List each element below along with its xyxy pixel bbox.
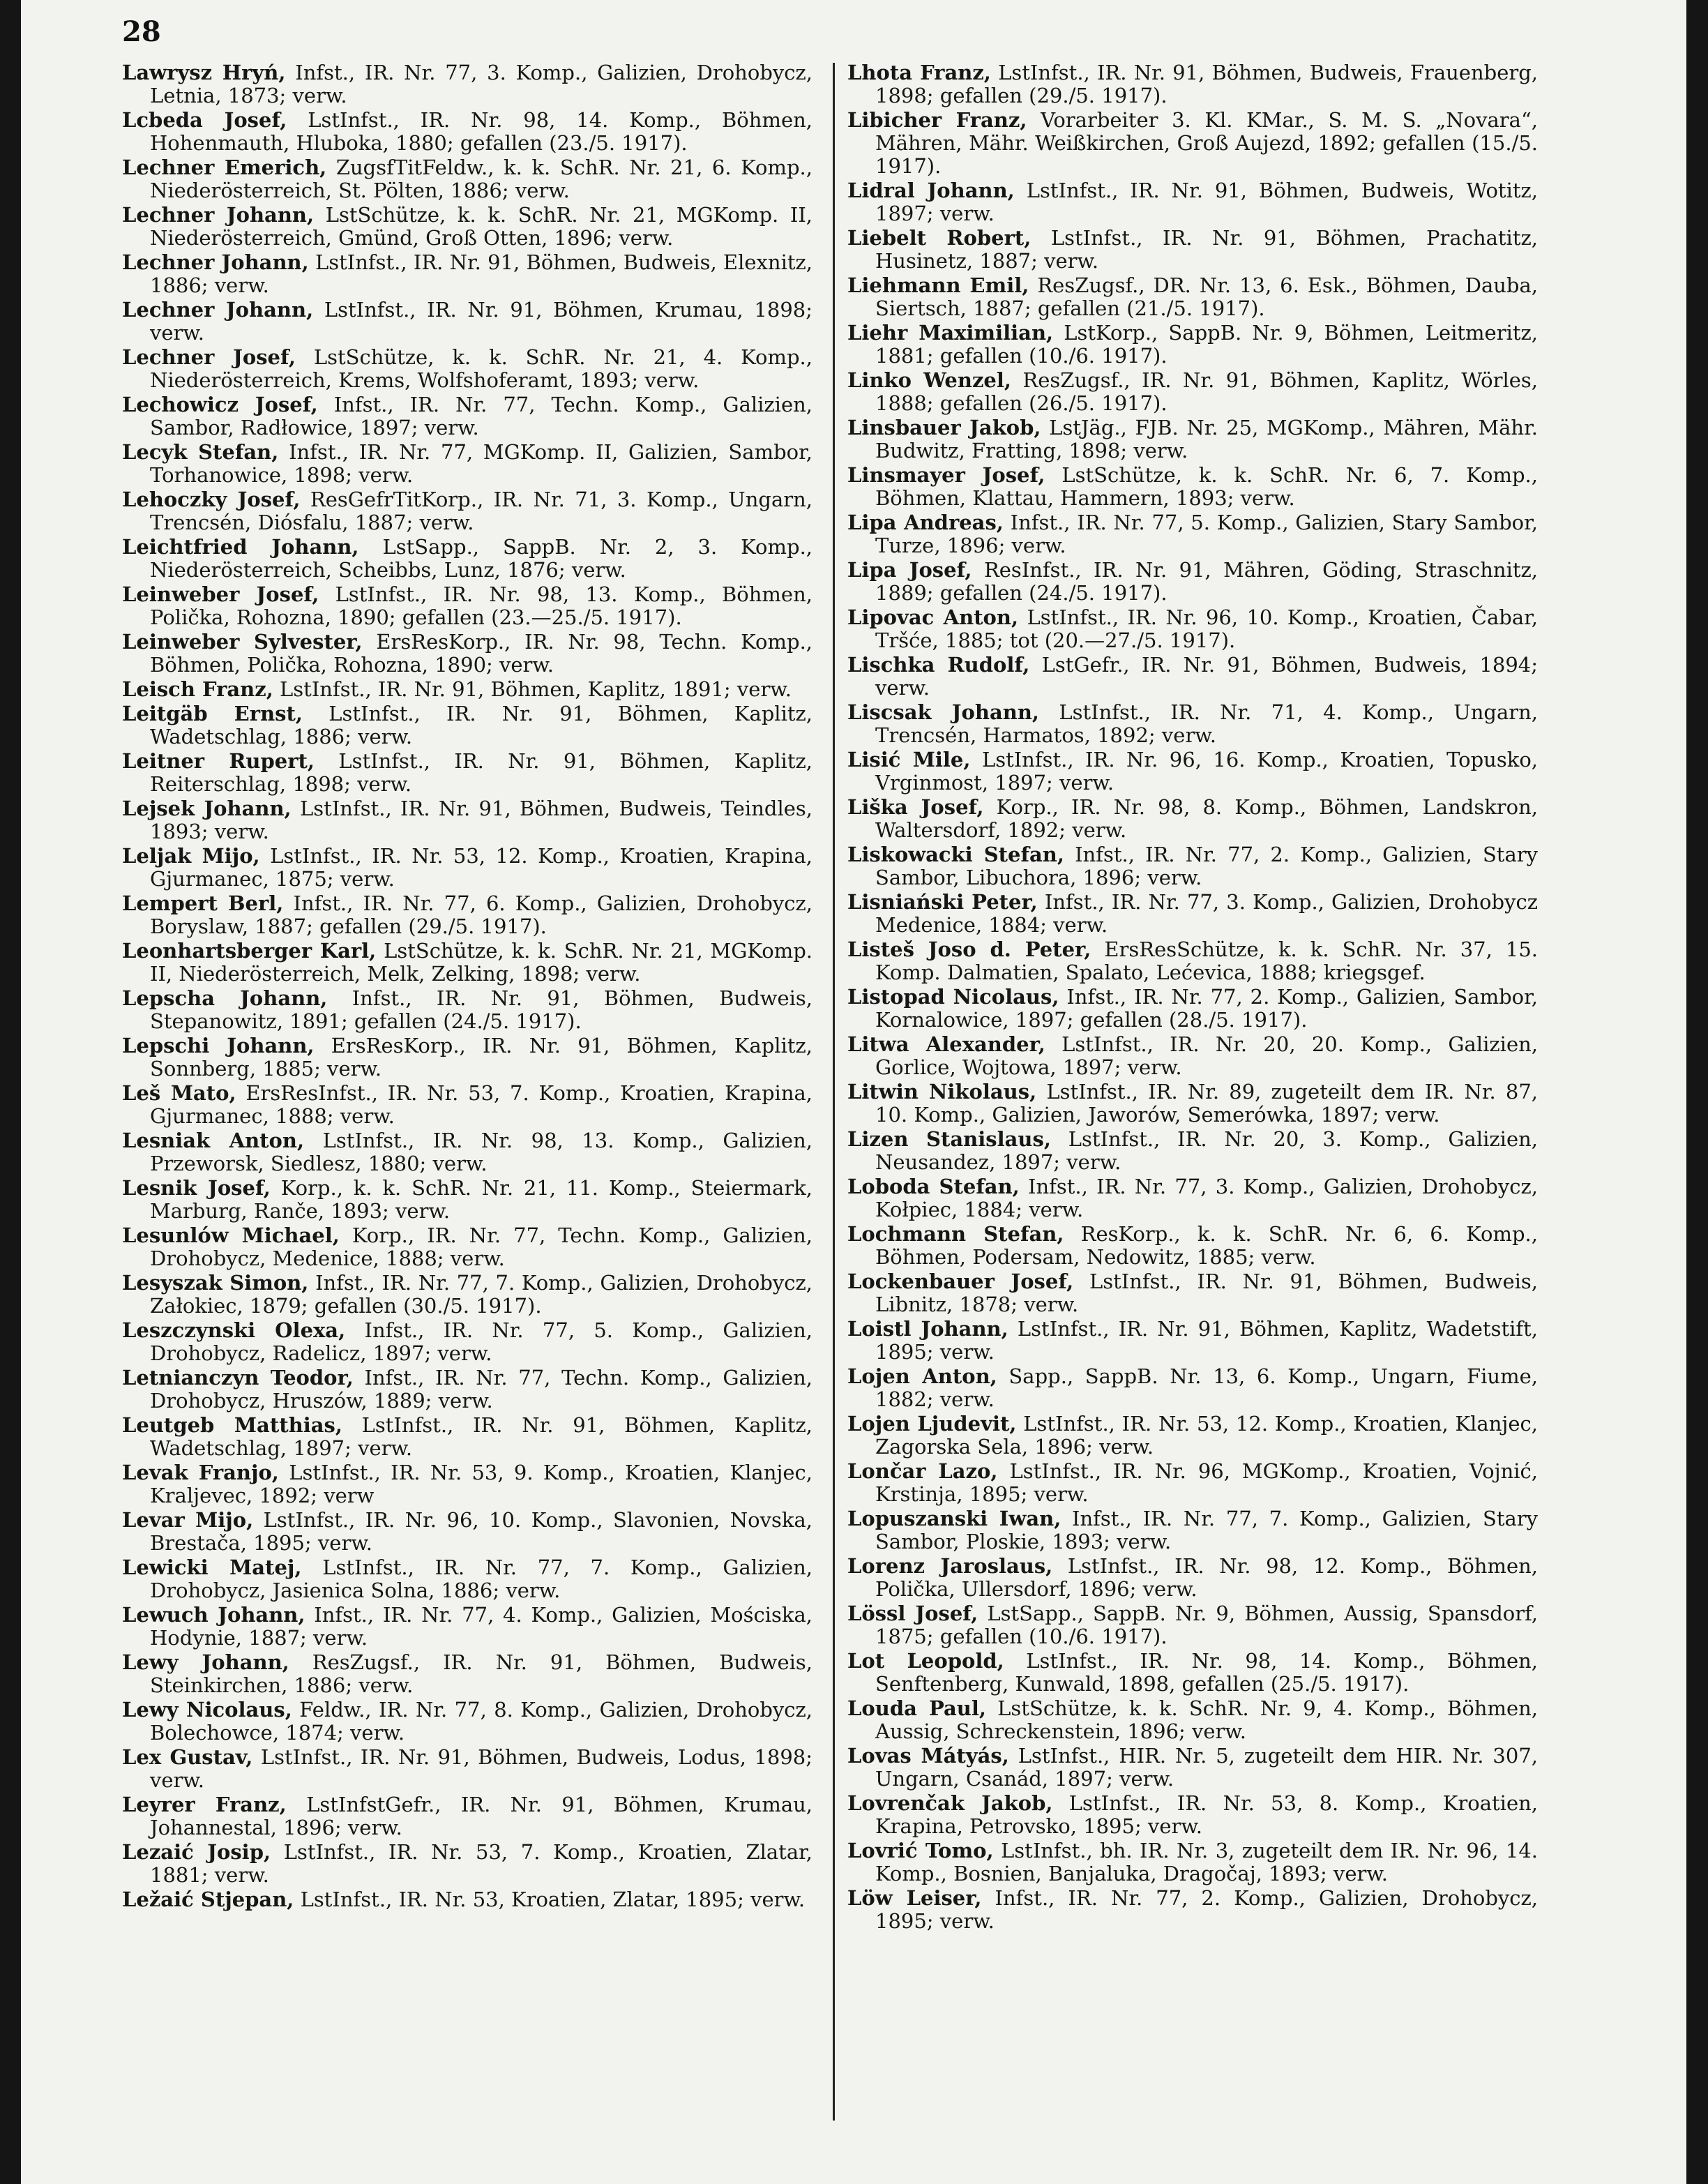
entry-details: Infst., IR. Nr. 91, Böhmen, Budweis, Stepanowitz, 1891; gefallen (24./5. 1917). — [150, 986, 813, 1033]
casualty-entry — [122, 1651, 813, 1697]
entry-details: LstInfst., IR. Nr. 91, Böhmen, Budweis, Libnitz, 1878; verw. — [875, 1270, 1539, 1316]
casualty-entry — [122, 109, 813, 155]
casualty-entry — [847, 227, 1538, 273]
entry-name: Lončar Lazo, — [847, 1459, 998, 1483]
entry-details: Infst., IR. Nr. 77, Techn. Komp., Galizien, Sambor, Radłowice, 1897; verw. — [150, 393, 813, 439]
casualty-entry — [122, 1319, 813, 1365]
entry-name: Lepscha Johann, — [122, 986, 328, 1010]
casualty-entry — [122, 1461, 813, 1507]
casualty-entry — [847, 511, 1538, 557]
entry-details: Infst., IR. Nr. 77, 7. Komp., Galizien, Drohobycz, Załokiec, 1879; gefallen (30./5. 1917). — [150, 1271, 813, 1318]
casualty-entry — [847, 1128, 1538, 1174]
casualty-entry — [847, 1080, 1538, 1127]
entry-name: Linsbauer Jakob, — [847, 416, 1041, 439]
entry-details: LstInfstGefr., IR. Nr. 91, Böhmen, Krumau, Johannestal, 1896; verw. — [150, 1793, 813, 1839]
casualty-entry — [122, 441, 813, 487]
casualty-entry — [847, 843, 1538, 889]
entry-details: LstInfst., IR. Nr. 96, 10. Komp., Slavonien, Novska, Brestača, 1895; verw. — [150, 1508, 813, 1555]
entry-name: Lempert Berl, — [122, 891, 284, 915]
entry-details: Sapp., SappB. Nr. 13, 6. Komp., Ungarn, Fiume, 1882; verw. — [875, 1364, 1538, 1411]
right-column — [847, 61, 1538, 1934]
entry-name: Lezaić Josip, — [122, 1840, 271, 1864]
entry-name: Lorenz Jaroslaus, — [847, 1554, 1053, 1578]
casualty-entry — [847, 1223, 1538, 1269]
entry-name: Lechner Johann, — [122, 203, 315, 227]
entry-name: Liehr Maximilian, — [847, 321, 1054, 345]
entry-name: Lawrysz Hryń, — [122, 61, 286, 84]
entry-details: LstInfst., IR. Nr. 89, zugeteilt dem IR. Nr. 87, 10. Komp., Galizien, Jaworów, Semerówka, 1897; verw. — [875, 1080, 1538, 1127]
casualty-entry — [122, 1746, 813, 1792]
entry-name: Ležaić Stjepan, — [122, 1888, 294, 1911]
entry-name: Leyrer Franz, — [122, 1793, 287, 1816]
casualty-entry — [122, 750, 813, 796]
entry-details: LstInfst., IR. Nr. 53, 8. Komp., Kroatien, Krapina, Petrovsko, 1895; verw. — [875, 1791, 1539, 1838]
entry-details: LstInfst., IR. Nr. 96, MGKomp., Kroatien, Vojnić, Krstinja, 1895; verw. — [875, 1459, 1539, 1506]
entry-details: Infst., IR. Nr. 77, MGKomp. II, Galizien, Sambor, Torhanowice, 1898; verw. — [150, 440, 813, 487]
entry-details: LstInfst., IR. Nr. 96, 10. Komp., Kroatien, Čabar, Tršće, 1885; tot (20.—27./5. 1917). — [875, 605, 1539, 652]
casualty-entry — [847, 748, 1538, 794]
casualty-entry — [122, 797, 813, 843]
entry-name: Leutgeb Matthias, — [122, 1413, 342, 1437]
entry-name: Levar Mijo, — [122, 1508, 254, 1532]
entry-details: LstInfst., IR. Nr. 91, Böhmen, Kaplitz, 1891; verw. — [280, 677, 792, 701]
entry-name: Lössl Josef, — [847, 1602, 978, 1625]
entry-name: Lex Gustav, — [122, 1745, 253, 1769]
entry-name: Litwa Alexander, — [847, 1032, 1045, 1056]
entry-details: LstJäg., FJB. Nr. 25, MGKomp., Mähren, Mähr. Budwitz, Fratting, 1898; verw. — [875, 416, 1538, 462]
entry-details: LstSchütze, k. k. SchR. Nr. 6, 7. Komp., Böhmen, Klattau, Hammern, 1893; verw. — [875, 463, 1538, 510]
entry-details: Korp., IR. Nr. 98, 8. Komp., Böhmen, Landskron, Waltersdorf, 1892; verw. — [875, 795, 1538, 842]
entry-details: ResZugsf., IR. Nr. 91, Böhmen, Budweis, Steinkirchen, 1886; verw. — [150, 1650, 813, 1697]
casualty-entry — [122, 1509, 813, 1555]
casualty-entry — [122, 204, 813, 250]
casualty-entry — [122, 583, 813, 629]
casualty-entry — [122, 299, 813, 345]
entry-name: Liehmann Emil, — [847, 273, 1029, 297]
casualty-entry — [122, 1082, 813, 1128]
casualty-entry — [847, 1413, 1538, 1459]
entry-details: Infst., IR. Nr. 77, Techn. Komp., Galizien, Drohobycz, Hruszów, 1889; verw. — [150, 1366, 813, 1413]
entry-details: ResZugsf., DR. Nr. 13, 6. Esk., Böhmen, Dauba, Siertsch, 1887; gefallen (21./5. 1917). — [875, 273, 1538, 320]
casualty-entry — [847, 61, 1538, 107]
casualty-entry — [847, 1839, 1538, 1885]
casualty-entry — [122, 1177, 813, 1223]
entry-details: Infst., IR. Nr. 77, 2. Komp., Galizien, Sambor, Kornalowice, 1897; gefallen (28./5. 1917). — [875, 985, 1538, 1032]
entry-details: LstInfst., IR. Nr. 20, 20. Komp., Galizien, Gorlice, Wojtowa, 1897; verw. — [875, 1032, 1539, 1079]
casualty-entry — [847, 606, 1538, 652]
casualty-entry — [847, 1270, 1538, 1316]
entry-name: Lewicki Matej, — [122, 1556, 302, 1579]
entry-name: Leinweber Sylvester, — [122, 630, 363, 654]
entry-name: Lojen Ljudevit, — [847, 1412, 1017, 1436]
entry-name: Lipovac Anton, — [847, 605, 1019, 629]
entry-details: LstInfst., IR. Nr. 91, Böhmen, Budweis, Frauenberg, 1898; gefallen (29./5. 1917). — [875, 61, 1539, 107]
entry-name: Leitner Rupert, — [122, 749, 315, 773]
casualty-entry — [847, 109, 1538, 178]
casualty-entry — [847, 416, 1538, 462]
entry-name: Lechner Josef, — [122, 345, 296, 369]
entry-name: Leitgäb Ernst, — [122, 702, 303, 725]
casualty-entry — [122, 1129, 813, 1175]
casualty-entry — [122, 987, 813, 1033]
entry-name: Leisch Franz, — [122, 677, 273, 701]
entry-details: Vorarbeiter 3. Kl. KMar., S. M. S. „Novara“, Mähren, Mähr. Weißkirchen, Groß Aujezd, 1892; gefallen (15./5. 1917). — [875, 108, 1539, 178]
entry-details: LstInfst., IR. Nr. 91, Böhmen, Budweis, Lodus, 1898; verw. — [150, 1745, 813, 1792]
document-page — [21, 0, 1686, 2184]
entry-name: Libicher Franz, — [847, 108, 1027, 132]
page-number: 28 — [122, 15, 161, 48]
casualty-entry — [847, 1745, 1538, 1791]
entry-name: Levak Franjo, — [122, 1461, 279, 1484]
entry-name: Lizen Stanislaus, — [847, 1127, 1051, 1151]
entry-name: Louda Paul, — [847, 1696, 986, 1720]
entry-name: Lojen Anton, — [847, 1364, 997, 1388]
entry-name: Lisniański Peter, — [847, 890, 1038, 914]
entry-name: Lesniak Anton, — [122, 1129, 305, 1152]
entry-details: Infst., IR. Nr. 77, 2. Komp., Galizien, Stary Sambor, Libuchora, 1896; verw. — [875, 843, 1538, 889]
entry-name: Liška Josef, — [847, 795, 984, 819]
entry-details: LstInfst., IR. Nr. 53, 12. Komp., Kroatien, Klanjec, Zagorska Sela, 1896; verw. — [875, 1412, 1538, 1459]
column-divider — [833, 63, 835, 2121]
entry-name: Lechowicz Josef, — [122, 393, 318, 416]
entry-details: LstInfst., IR. Nr. 91, Böhmen, Budweis, Wotitz, 1897; verw. — [875, 179, 1539, 225]
entry-details: LstInfst., IR. Nr. 53, Kroatien, Zlatar, 1895; verw. — [300, 1888, 806, 1911]
casualty-entry — [847, 1318, 1538, 1364]
entry-name: Liskowacki Stefan, — [847, 843, 1064, 866]
entry-name: Linsmayer Josef, — [847, 463, 1045, 487]
entry-details: ResZugsf., IR. Nr. 91, Böhmen, Kaplitz, Wörles, 1888; gefallen (26./5. 1917). — [875, 368, 1539, 415]
entry-name: Lecyk Stefan, — [122, 440, 279, 464]
entry-name: Lewy Nicolaus, — [122, 1698, 292, 1722]
entry-name: Lot Leopold, — [847, 1649, 1004, 1673]
casualty-entry — [847, 1460, 1538, 1506]
entry-details: LstInfst., IR. Nr. 53, 9. Komp., Kroatien, Klanjec, Kraljevec, 1892; verw — [150, 1461, 813, 1507]
entry-details: Feldw., IR. Nr. 77, 8. Komp., Galizien, Drohobycz, Bolechowce, 1874; verw. — [150, 1698, 813, 1745]
casualty-entry — [122, 1888, 813, 1911]
casualty-entry — [847, 654, 1538, 700]
entry-name: Löw Leiser, — [847, 1886, 982, 1910]
entry-name: Lipa Andreas, — [847, 511, 1004, 534]
entry-details: LstGefr., IR. Nr. 91, Böhmen, Budweis, 1894; verw. — [875, 653, 1539, 700]
casualty-entry — [847, 938, 1538, 984]
entry-details: ErsResKorp., IR. Nr. 91, Böhmen, Kaplitz, Sonnberg, 1885; verw. — [150, 1034, 813, 1080]
entry-name: Lechner Johann, — [122, 298, 314, 322]
entry-name: Lcbeda Josef, — [122, 108, 287, 132]
entry-name: Lejsek Johann, — [122, 797, 292, 820]
entry-details: LstInfst., IR. Nr. 96, 16. Komp., Kroatien, Topusko, Vrginmost, 1897; verw. — [875, 748, 1538, 794]
entry-name: Lovas Mátyás, — [847, 1744, 1009, 1768]
entry-details: LstSapp., SappB. Nr. 9, Böhmen, Aussig, Spansdorf, 1875; gefallen (10./6. 1917). — [875, 1602, 1539, 1648]
entry-name: Litwin Nikolaus, — [847, 1080, 1037, 1104]
entry-name: Liebelt Robert, — [847, 226, 1031, 250]
entry-details: LstInfst., bh. IR. Nr. 3, zugeteilt dem IR. Nr. 96, 14. Komp., Bosnien, Banjaluka, Dragočaj, 1893; verw. — [875, 1839, 1539, 1885]
entry-details: LstInfst., IR. Nr. 91, Böhmen, Budweis, Elexnitz, 1886; verw. — [150, 250, 813, 297]
entry-details: LstInfst., IR. Nr. 98, 14. Komp., Böhmen, Hohenmauth, Hluboka, 1880; gefallen (23./5. 1917). — [150, 108, 813, 155]
entry-name: Lisić Mile, — [847, 748, 971, 771]
entry-details: ResInfst., IR. Nr. 91, Mähren, Göding, Straschnitz, 1889; gefallen (24./5. 1917). — [875, 558, 1539, 605]
entry-name: Lechner Johann, — [122, 250, 309, 274]
casualty-entry — [847, 1175, 1538, 1221]
entry-details: LstInfst., IR. Nr. 91, Böhmen, Kaplitz, Reiterschlag, 1898; verw. — [150, 749, 813, 796]
entry-details: ResKorp., k. k. SchR. Nr. 6, 6. Komp., Böhmen, Podersam, Nedowitz, 1885; verw. — [875, 1222, 1538, 1269]
entry-details: LstInfst., IR. Nr. 53, 12. Komp., Kroatien, Krapina, Gjurmanec, 1875; verw. — [150, 844, 813, 891]
entry-details: LstInfst., IR. Nr. 77, 7. Komp., Galizien, Drohobycz, Jasienica Solna, 1886; verw. — [150, 1556, 813, 1602]
entry-name: Leichtfried Johann, — [122, 535, 359, 559]
entry-details: LstInfst., IR. Nr. 20, 3. Komp., Galizien, Neusandez, 1897; verw. — [875, 1127, 1538, 1174]
entry-name: Lesnik Josef, — [122, 1176, 271, 1200]
entry-name: Listeš Joso d. Peter, — [847, 937, 1091, 961]
entry-name: Leljak Mijo, — [122, 844, 260, 868]
entry-name: Lesyszak Simon, — [122, 1271, 309, 1295]
entry-details: ErsResSchütze, k. k. SchR. Nr. 37, 15. Komp. Dalmatien, Spalato, Lećevica, 1888; kriegsgef. — [875, 937, 1538, 984]
casualty-entry — [122, 1414, 813, 1460]
casualty-entry — [122, 631, 813, 677]
casualty-entry — [847, 891, 1538, 937]
entry-name: Lovrić Tomo, — [847, 1839, 994, 1862]
entry-details: ErsResKorp., IR. Nr. 98, Techn. Komp., Böhmen, Polička, Rohozna, 1890; verw. — [150, 630, 813, 677]
entry-details: LstInfst., IR. Nr. 91, Böhmen, Kaplitz, Wadetstift, 1895; verw. — [875, 1317, 1539, 1364]
entry-details: LstInfst., IR. Nr. 91, Böhmen, Prachatitz, Husinetz, 1887; verw. — [875, 226, 1538, 273]
casualty-entry — [847, 1697, 1538, 1743]
casualty-entry — [122, 940, 813, 986]
entry-details: LstInfst., HIR. Nr. 5, zugeteilt dem HIR. Nr. 307, Ungarn, Csanád, 1897; verw. — [875, 1744, 1538, 1791]
entry-name: Lovrenčak Jakob, — [847, 1791, 1053, 1815]
entry-name: Letnianczyn Teodor, — [122, 1366, 354, 1390]
entry-details: LstSchütze, k. k. SchR. Nr. 21, MGKomp. II, Niederösterreich, Melk, Zelking, 1898; verw. — [150, 939, 813, 986]
entry-name: Lidral Johann, — [847, 179, 1015, 202]
entry-details: LstInfst., IR. Nr. 71, 4. Komp., Ungarn, Trencsén, Harmatos, 1892; verw. — [875, 700, 1538, 747]
entry-name: Loistl Johann, — [847, 1317, 1008, 1341]
entry-details: LstSapp., SappB. Nr. 2, 3. Komp., Niederösterreich, Scheibbs, Lunz, 1876; verw. — [150, 535, 813, 582]
casualty-entry — [847, 464, 1538, 510]
casualty-entry — [122, 1224, 813, 1270]
casualty-entry — [847, 986, 1538, 1032]
entry-details: LstInfst., IR. Nr. 91, Böhmen, Budweis, Teindles, 1893; verw. — [150, 797, 813, 843]
casualty-entry — [122, 1556, 813, 1602]
casualty-entry — [847, 559, 1538, 605]
entry-name: Leszczynski Olexa, — [122, 1318, 346, 1342]
entry-details: LstInfst., IR. Nr. 98, 12. Komp., Böhmen, Polička, Ullersdorf, 1896; verw. — [875, 1554, 1539, 1601]
entry-details: LstInfst., IR. Nr. 98, 13. Komp., Böhmen, Polička, Rohozna, 1890; gefallen (23.—25./5. 1917). — [150, 582, 813, 629]
entry-details: LstInfst., IR. Nr. 91, Böhmen, Kaplitz, Wadetschlag, 1897; verw. — [150, 1413, 813, 1460]
casualty-entry — [122, 1272, 813, 1318]
entry-details: LstKorp., SappB. Nr. 9, Böhmen, Leitmeritz, 1881; gefallen (10./6. 1917). — [875, 321, 1538, 368]
entry-name: Leonhartsberger Karl, — [122, 939, 377, 963]
casualty-entry — [847, 1555, 1538, 1601]
entry-details: ZugsfTitFeldw., k. k. SchR. Nr. 21, 6. Komp., Niederösterreich, St. Pölten, 1886; verw. — [150, 156, 813, 202]
entry-name: Lewy Johann, — [122, 1650, 289, 1674]
entry-details: ErsResInfst., IR. Nr. 53, 7. Komp., Kroatien, Krapina, Gjurmanec, 1888; verw. — [150, 1081, 813, 1128]
entry-name: Lochmann Stefan, — [847, 1222, 1064, 1246]
casualty-entry — [847, 701, 1538, 747]
entry-name: Lechner Emerich, — [122, 156, 327, 179]
casualty-entry — [122, 393, 813, 439]
casualty-entry — [122, 156, 813, 202]
casualty-entry — [122, 488, 813, 534]
entry-name: Lewuch Johann, — [122, 1603, 305, 1627]
casualty-entry — [847, 369, 1538, 415]
entry-details: LstSchütze, k. k. SchR. Nr. 21, 4. Komp., Niederösterreich, Krems, Wolfshoferamt, 1893; verw. — [150, 345, 813, 392]
entry-details: Infst., IR. Nr. 77, 5. Komp., Galizien, Drohobycz, Radelicz, 1897; verw. — [150, 1318, 813, 1365]
entry-details: Infst., IR. Nr. 77, 2. Komp., Galizien, Drohobycz, 1895; verw. — [875, 1886, 1539, 1933]
casualty-entry — [122, 1699, 813, 1745]
entry-details: LstSchütze, k. k. SchR. Nr. 21, MGKomp. II, Niederösterreich, Gmünd, Groß Otten, 1896; verw. — [150, 203, 813, 250]
casualty-entry — [122, 1841, 813, 1887]
entry-name: Lischka Rudolf, — [847, 653, 1030, 677]
entry-details: LstInfst., IR. Nr. 98, 14. Komp., Böhmen, Senftenberg, Kunwald, 1898, gefallen (25./5. 1917). — [875, 1649, 1539, 1696]
entry-name: Leinweber Josef, — [122, 582, 319, 606]
entry-details: ResGefrTitKorp., IR. Nr. 71, 3. Komp., Ungarn, Trencsén, Diósfalu, 1887; verw. — [150, 488, 813, 534]
entry-details: LstInfst., IR. Nr. 91, Böhmen, Krumau, 1898; verw. — [150, 298, 813, 345]
entry-details: LstInfst., IR. Nr. 98, 13. Komp., Galizien, Przeworsk, Siedlesz, 1880; verw. — [150, 1129, 813, 1175]
entry-details: Korp., IR. Nr. 77, Techn. Komp., Galizien, Drohobycz, Medenice, 1888; verw. — [150, 1223, 813, 1270]
casualty-entry — [122, 1793, 813, 1839]
casualty-entry — [122, 1604, 813, 1650]
entry-details: Korp., k. k. SchR. Nr. 21, 11. Komp., Steiermark, Marburg, Ranče, 1893; verw. — [150, 1176, 813, 1223]
entry-details: Infst., IR. Nr. 77, 6. Komp., Galizien, Drohobycz, Boryslaw, 1887; gefallen (29./5. 1917). — [150, 891, 813, 938]
casualty-entry — [847, 1792, 1538, 1838]
casualty-entry — [122, 61, 813, 107]
casualty-entry — [122, 845, 813, 891]
casualty-entry — [847, 179, 1538, 225]
entry-name: Lhota Franz, — [847, 61, 991, 84]
casualty-entry — [847, 322, 1538, 368]
entry-details: Infst., IR. Nr. 77, 3. Komp., Galizien, Drohobycz, Kołpiec, 1884; verw. — [875, 1175, 1538, 1221]
entry-name: Lehoczky Josef, — [122, 488, 301, 511]
entry-details: LstInfst., IR. Nr. 91, Böhmen, Kaplitz, Wadetschlag, 1886; verw. — [150, 702, 813, 748]
casualty-entry — [122, 892, 813, 938]
entry-details: Infst., IR. Nr. 77, 5. Komp., Galizien, Stary Sambor, Turze, 1896; verw. — [875, 511, 1538, 557]
casualty-entry — [122, 346, 813, 392]
entry-name: Liscsak Johann, — [847, 700, 1039, 724]
entry-name: Lesunlów Michael, — [122, 1223, 340, 1247]
casualty-entry — [122, 1366, 813, 1413]
entry-name: Listopad Nicolaus, — [847, 985, 1059, 1009]
casualty-entry — [847, 1650, 1538, 1696]
entry-details: LstSchütze, k. k. SchR. Nr. 9, 4. Komp., Böhmen, Aussig, Schreckenstein, 1896; verw. — [875, 1696, 1539, 1743]
left-column — [122, 61, 813, 1913]
entry-details: LstInfst., IR. Nr. 53, 7. Komp., Kroatien, Zlatar, 1881; verw. — [150, 1840, 813, 1887]
entry-details: Infst., IR. Nr. 77, 7. Komp., Galizien, Stary Sambor, Ploskie, 1893; verw. — [875, 1507, 1539, 1553]
casualty-entry — [847, 274, 1538, 320]
casualty-entry — [122, 536, 813, 582]
casualty-entry — [847, 1507, 1538, 1553]
casualty-entry — [122, 702, 813, 748]
casualty-entry — [847, 1033, 1538, 1079]
casualty-entry — [847, 1365, 1538, 1411]
entry-name: Leš Mato, — [122, 1081, 236, 1105]
casualty-entry — [847, 1887, 1538, 1933]
entry-name: Lepschi Johann, — [122, 1034, 315, 1057]
casualty-entry — [847, 796, 1538, 842]
entry-details: Infst., IR. Nr. 77, 4. Komp., Galizien, Mościska, Hodynie, 1887; verw. — [150, 1603, 813, 1650]
entry-name: Linko Wenzel, — [847, 368, 1011, 392]
casualty-entry — [122, 678, 813, 701]
entry-name: Lipa Josef, — [847, 558, 972, 582]
casualty-entry — [847, 1602, 1538, 1648]
entry-name: Loboda Stefan, — [847, 1175, 1020, 1198]
entry-name: Lopuszanski Iwan, — [847, 1507, 1061, 1530]
entry-details: Infst., IR. Nr. 77, 3. Komp., Galizien, Drohobycz, Letnia, 1873; verw. — [150, 61, 813, 107]
casualty-entry — [122, 1034, 813, 1080]
entry-name: Lockenbauer Josef, — [847, 1270, 1074, 1293]
entry-details: Infst., IR. Nr. 77, 3. Komp., Galizien, Drohobycz Medenice, 1884; verw. — [875, 890, 1538, 937]
casualty-entry — [122, 251, 813, 297]
